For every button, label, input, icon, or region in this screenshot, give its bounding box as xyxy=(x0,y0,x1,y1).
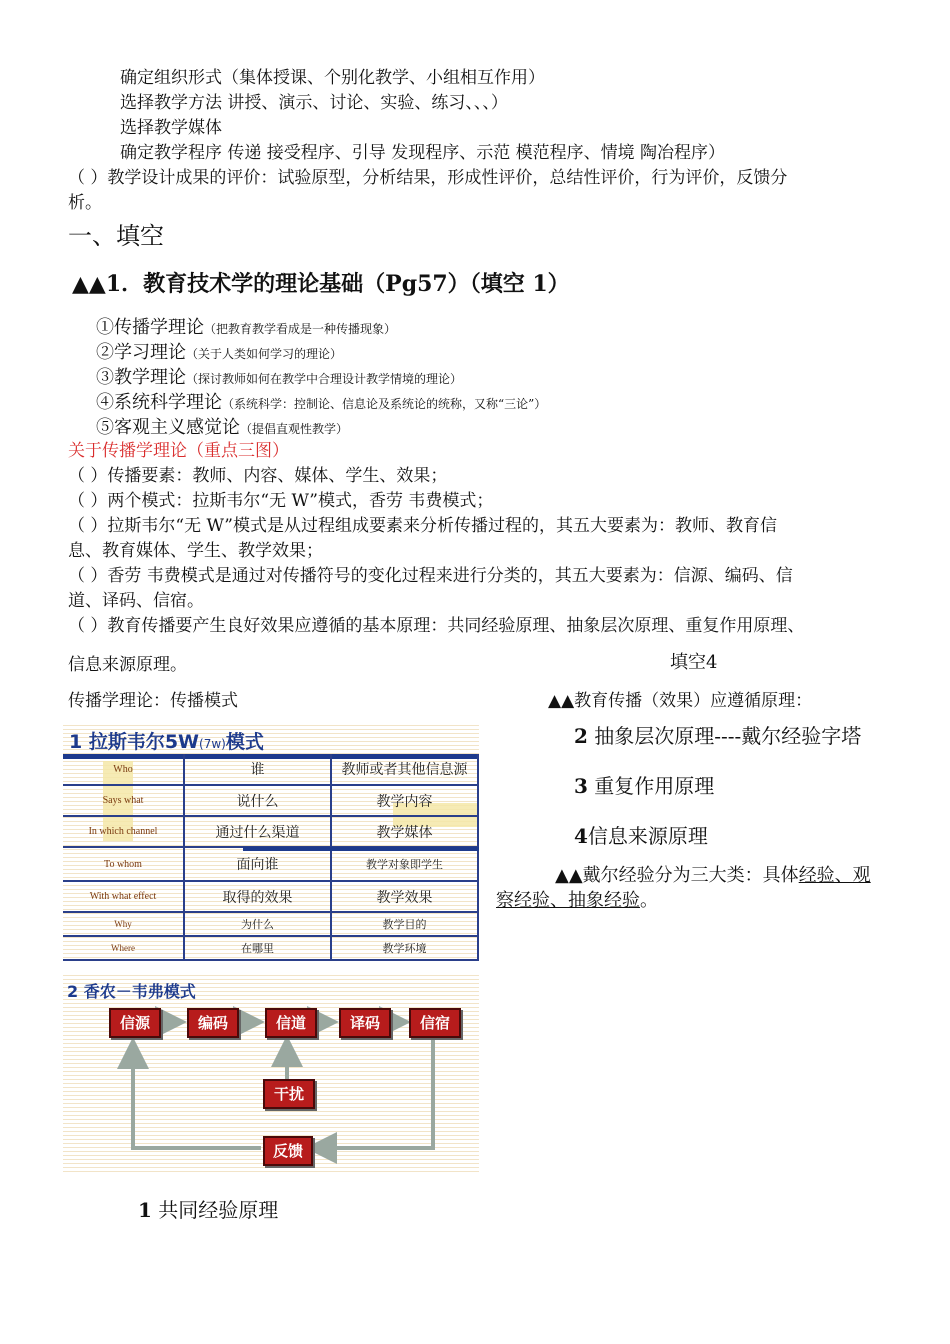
table-row: In which channel 通过什么渠道 教学媒体 xyxy=(63,816,478,847)
theory-item: ④系统科学理论（系统科学：控制论、信息论及系统论的统称，又称“三论”） xyxy=(96,392,547,413)
lasswell-table xyxy=(63,754,479,961)
para-line: （ ）教育传播要产生良好效果应遵循的基本原理：共同经验原理、抽象层次原理、重复作用原理、 xyxy=(68,616,805,636)
para-line: 道、译码、信宿。 xyxy=(68,591,204,611)
box-feedback: 反馈 xyxy=(263,1136,313,1166)
principle-item: 3 重复作用原理 xyxy=(574,774,715,798)
para-line: 信息来源原理。 xyxy=(68,655,187,675)
box-noise: 干扰 xyxy=(263,1079,315,1109)
principle-1: 1 共同经验原理 xyxy=(138,1198,279,1222)
para-line: （ ）香劳 韦费模式是通过对传播符号的变化过程来进行分类的，其五大要素为：信源、编码、信 xyxy=(68,566,793,586)
principles-heading: ▲▲教育传播（效果）应遵循原理： xyxy=(548,691,813,711)
lasswell-model-figure xyxy=(63,723,479,961)
main-heading: ▲▲1．教育技术学的理论基础（Pg57）（填空 1） xyxy=(72,271,570,297)
intro-line-4: 确定教学程序 传递 接受程序、引导 发现程序、示范 模范程序、情境 陶冶程序） xyxy=(120,143,726,163)
box-channel: 信道 xyxy=(265,1008,317,1038)
table-row: To whom 面向谁 教学对象即学生 xyxy=(63,847,478,881)
table-row: Why 为什么 教学目的 xyxy=(63,912,478,936)
eval-line-2: 析。 xyxy=(68,193,102,213)
intro-line-3: 选择教学媒体 xyxy=(120,118,222,138)
theory-item: ①传播学理论（把教育教学看成是一种传播现象） xyxy=(96,317,397,338)
theory-item: ③教学理论（探讨教师如何在教学中合理设计教学情境的理论） xyxy=(96,367,463,388)
box-destination: 信宿 xyxy=(409,1008,461,1038)
para-line: （ ）两个模式：拉斯韦尔“无 W”模式，香劳 韦费模式； xyxy=(68,491,494,511)
dale-line-1: ▲▲戴尔经验分为三大类：具体经验、观 xyxy=(555,865,871,886)
comm-model-label: 传播学理论：传播模式 xyxy=(68,691,238,711)
red-heading: 关于传播学理论（重点三图） xyxy=(68,441,289,461)
box-source: 信源 xyxy=(109,1008,161,1038)
principle-item: 4信息来源原理 xyxy=(574,824,708,848)
box-decode: 译码 xyxy=(339,1008,391,1038)
lasswell-title: 1 拉斯韦尔5W(7w)模式 xyxy=(69,731,264,753)
table-row: Where 在哪里 教学环境 xyxy=(63,936,478,960)
table-row: Who 谁 教师或者其他信息源 xyxy=(63,754,478,785)
dale-line-2: 察经验、抽象经验。 xyxy=(496,890,658,911)
intro-line-2: 选择教学方法 讲授、演示、讨论、实验、练习、、、） xyxy=(120,93,508,113)
theory-item: ⑤客观主义感觉论（提倡直观性教学） xyxy=(96,417,349,438)
section-heading: 一、填空 xyxy=(68,222,164,250)
intro-line-1: 确定组织形式（集体授课、个别化教学、小组相互作用） xyxy=(120,68,545,88)
table-row: With what effect 取得的效果 教学效果 xyxy=(63,881,478,912)
para-line: （ ）传播要素：教师、内容、媒体、学生、效果； xyxy=(68,466,448,486)
box-encode: 编码 xyxy=(187,1008,239,1038)
shannon-model-figure xyxy=(63,975,479,1175)
eval-line-1: （ ）教学设计成果的评价：试验原型，分析结果，形成性评价，总结性评价，行为评价，反馈分 xyxy=(68,168,788,188)
theory-item: ②学习理论（关于人类如何学习的理论） xyxy=(96,342,343,363)
shannon-title: 2 香农－韦弗模式 xyxy=(67,982,196,1001)
fill4-label: 填空4 xyxy=(670,652,718,673)
principle-item: 2 抽象层次原理----戴尔经验字塔 xyxy=(574,724,862,748)
para-line: （ ）拉斯韦尔“无 W”模式是从过程组成要素来分析传播过程的，其五大要素为：教师、教育信 xyxy=(68,516,777,536)
table-row: Says what 说什么 教学内容 xyxy=(63,785,478,816)
para-line: 息、教育媒体、学生、教学效果； xyxy=(68,541,323,561)
